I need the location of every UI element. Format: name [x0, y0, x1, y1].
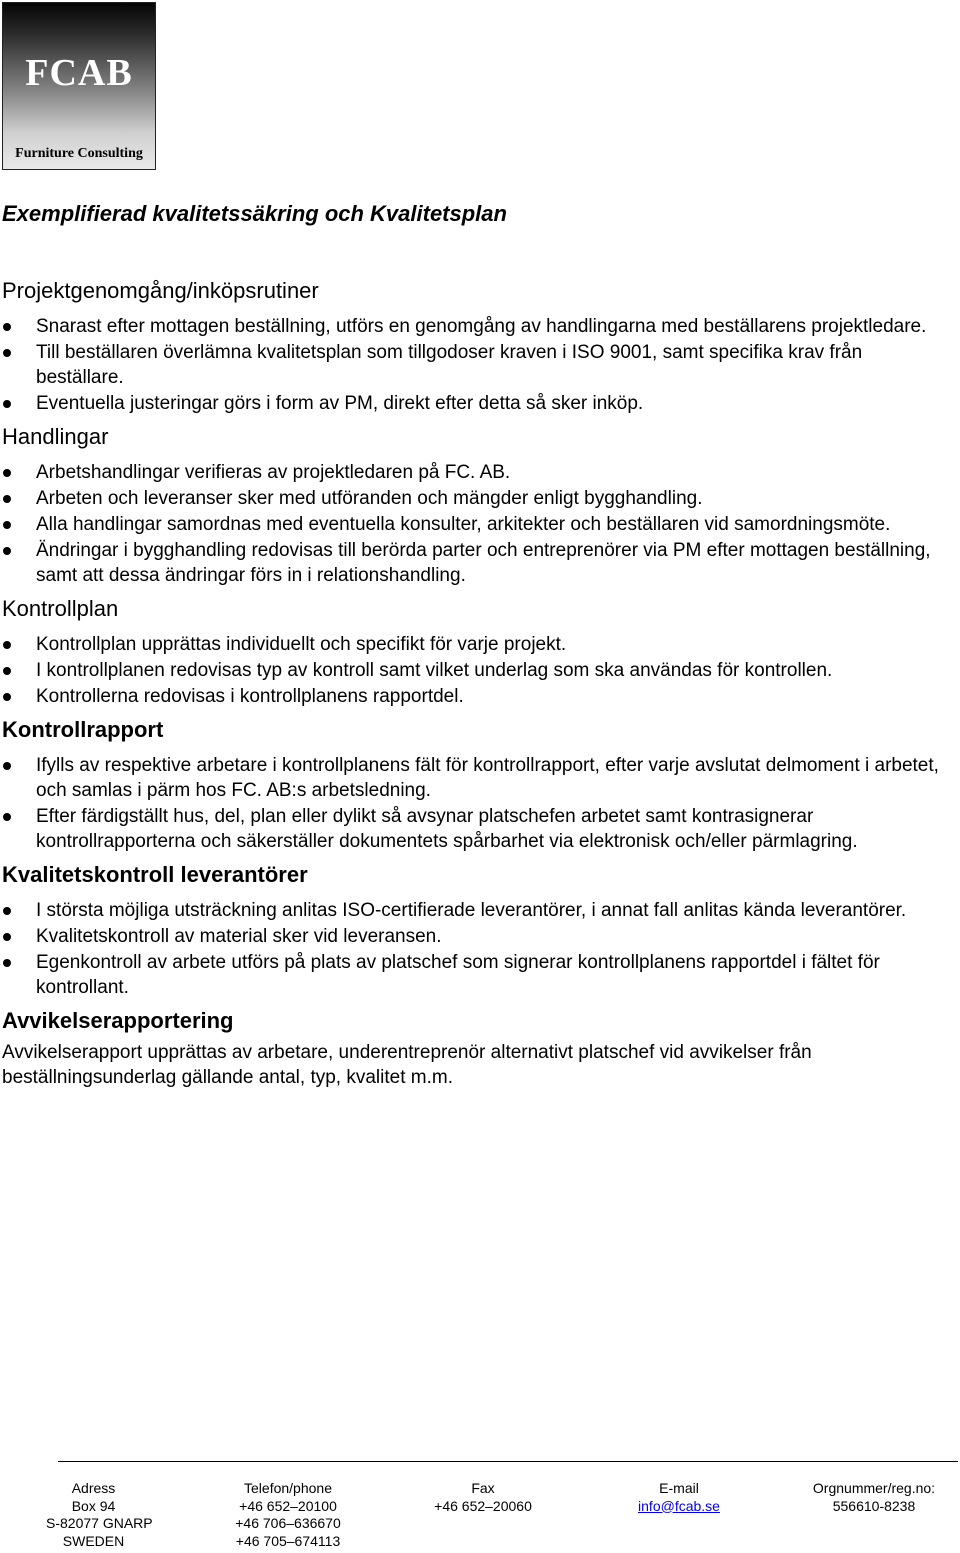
footer-header: Fax	[471, 1480, 495, 1496]
footer-line: S-82077 GNARP	[46, 1515, 153, 1531]
list-item: Arbetshandlingar verifieras av projektledaren på FC. AB.	[2, 460, 947, 485]
footer-phone	[220, 1480, 356, 1550]
list-item: Alla handlingar samordnas med eventuella konsulter, arkitekter och beställaren vid samordningsmöte.	[2, 512, 947, 537]
section-heading: Kontrollrapport	[2, 717, 164, 742]
section-heading: Kvalitetskontroll leverantörer	[2, 862, 308, 887]
footer-address	[46, 1480, 153, 1550]
footer-fax	[416, 1480, 550, 1515]
bullet-list	[2, 314, 947, 416]
section-heading: Projektgenomgång/inköpsrutiner	[2, 278, 319, 303]
section-heading: Kontrollplan	[2, 596, 119, 621]
document-title: Exemplifierad kvalitetssäkring och Kvalitetsplan	[2, 201, 507, 226]
section-kvalitetskontroll-leverantorer	[2, 860, 947, 1000]
footer-header: Orgnummer/reg.no:	[812, 1480, 936, 1496]
footer-header: Telefon/phone	[244, 1480, 332, 1496]
footer-header: E-mail	[659, 1480, 699, 1496]
section-avvikelserapportering	[2, 1006, 947, 1090]
bullet-list	[2, 632, 947, 709]
footer-line: +46 705–674113	[235, 1532, 341, 1549]
list-item: Snarast efter mottagen beställning, utförs en genomgång av handlingarna med beställarens projektledare.	[2, 314, 947, 339]
list-item: Till beställaren överlämna kvalitetsplan som tillgodoser kraven i ISO 9001, samt specifika krav från beställare.	[2, 340, 947, 390]
logo-subtitle: Furniture Consulting	[15, 146, 143, 161]
section-kontrollplan	[2, 594, 947, 709]
list-item: I största möjliga utsträckning anlitas ISO-certifierade leverantörer, i annat fall anlitas kända leverantörer.	[2, 898, 947, 923]
section-heading: Handlingar	[2, 424, 109, 449]
list-item: Eventuella justeringar görs i form av PM, direkt efter detta så sker inköp.	[2, 391, 947, 416]
list-item: Kvalitetskontroll av material sker vid leveransen.	[2, 924, 947, 949]
section-handlingar	[2, 422, 947, 588]
list-item: Ändringar i bygghandling redovisas till berörda parter och entreprenörer via PM efter mottagen beställning, samt att dessa ändringar förs in i relationshandling.	[2, 538, 947, 588]
footer-divider	[58, 1461, 958, 1462]
list-item: I kontrollplanen redovisas typ av kontroll samt vilket underlag som ska användas för kontrollen.	[2, 658, 947, 683]
footer-line: SWEDEN	[62, 1532, 125, 1549]
footer-line: Box 94	[71, 1497, 116, 1514]
company-logo	[2, 2, 156, 170]
section-kontrollrapport	[2, 715, 947, 854]
footer-header: Adress	[71, 1480, 116, 1496]
list-item: Ifylls av respektive arbetare i kontrollplanens fält för kontrollrapport, efter varje avslutat delmoment i arbetet, och samlas i pärm hos FC. AB:s arbetsledning.	[2, 753, 947, 803]
section-paragraph: Avvikelserapport upprättas av arbetare, underentreprenör alternativt platschef vid avvikelser från beställningsunderlag gällande antal, typ, kvalitet m.m.	[2, 1042, 812, 1088]
email-link[interactable]: info@fcab.se	[638, 1497, 720, 1514]
footer-line: 556610-8238	[832, 1497, 916, 1514]
footer-orgnumber	[800, 1480, 948, 1515]
logo-text: FCAB	[25, 52, 133, 94]
document-body	[2, 196, 947, 1096]
list-item: Egenkontroll av arbete utförs på plats av platschef som signerar kontrollplanens rapportdel i fältet för kontrollant.	[2, 950, 947, 1000]
list-item: Kontrollerna redovisas i kontrollplanens rapportdel.	[2, 684, 947, 709]
list-item: Efter färdigställt hus, del, plan eller dylikt så avsynar platschefen arbetet samt kontrasignerar kontrollrapporterna och säkerställer dokumentets spårbarhet via elektronisk och/eller pärmlagring.	[2, 804, 947, 854]
footer-line: +46 652–20100	[239, 1497, 337, 1514]
bullet-list	[2, 898, 947, 1000]
footer-line: +46 706–636670	[235, 1515, 341, 1531]
footer-line: +46 652–20060	[434, 1497, 532, 1514]
footer	[0, 1480, 960, 1550]
footer-email	[622, 1480, 736, 1515]
bullet-list	[2, 460, 947, 588]
section-heading: Avvikelserapportering	[2, 1008, 234, 1033]
bullet-list	[2, 753, 947, 854]
list-item: Arbeten och leveranser sker med utföranden och mängder enligt bygghandling.	[2, 486, 947, 511]
section-projektgenomgang	[2, 276, 947, 416]
list-item: Kontrollplan upprättas individuellt och specifikt för varje projekt.	[2, 632, 947, 657]
